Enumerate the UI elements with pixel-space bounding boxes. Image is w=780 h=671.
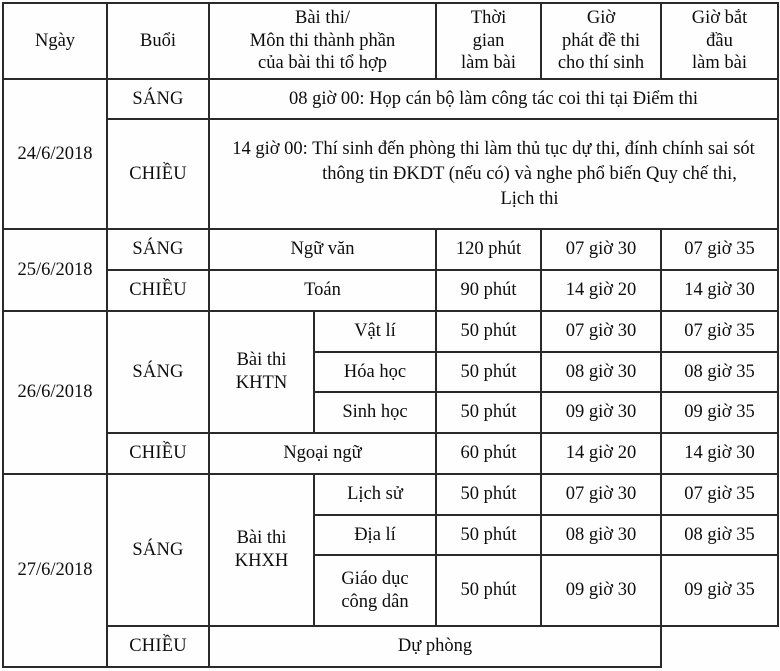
cell-subject: Toán (209, 270, 436, 311)
cell-exam-group (209, 311, 314, 433)
table-row (3, 270, 778, 311)
exam-group-line-1: Bài thi (236, 527, 287, 548)
cell-session: SÁNG (107, 79, 209, 120)
cell-subject (314, 515, 436, 556)
cell-session: CHIỀU (107, 270, 209, 311)
cell-duration: 120 phút (436, 229, 541, 270)
subject-line-1: Lịch sử (347, 483, 403, 504)
table-header (3, 3, 778, 79)
subject-line-1: Sinh học (342, 402, 408, 423)
cell-handout-time: 09 giờ 30 (541, 555, 661, 626)
header-handout-line-3: cho thí sinh (557, 53, 645, 74)
table-row (3, 474, 778, 515)
cell-start-time: 07 giờ 35 (661, 229, 778, 270)
subject-line-2: công dân (341, 591, 409, 612)
cell-duration: 50 phút (436, 474, 541, 515)
subject-line-1: Giáo dục (341, 569, 409, 590)
cell-start-time: 07 giờ 35 (661, 311, 778, 352)
exam-group-line-1: Bài thi (236, 349, 287, 370)
cell-session: SÁNG (107, 229, 209, 270)
column-header-start-time (661, 3, 778, 79)
cell-session: CHIỀU (107, 119, 209, 229)
cell-subject (314, 555, 436, 626)
cell-duration: 50 phút (436, 555, 541, 626)
table-row (3, 229, 778, 270)
cell-duration: 50 phút (436, 311, 541, 352)
note-line-2: thông tin ĐKDT (nếu có) và nghe phổ biến Quy chế thi, (322, 163, 737, 184)
cell-start-time: 14 giờ 30 (661, 270, 778, 311)
table-row (3, 119, 778, 229)
header-exam-line-2: Môn thi thành phần (249, 30, 396, 51)
header-start-line-2: đầu (706, 30, 733, 51)
table-row (3, 311, 778, 352)
subject-line-1: Hóa học (343, 361, 407, 382)
cell-handout-time: 08 giờ 30 (541, 352, 661, 393)
note-line-1: 14 giờ 00: Thí sinh đến phòng thi làm thủ tục dự thi, đính chính sai sót (232, 139, 755, 160)
header-start-line-1: Giờ bắt (691, 8, 748, 28)
column-header-exam (209, 3, 436, 79)
column-header-duration (436, 3, 541, 79)
cell-duration: 90 phút (436, 270, 541, 311)
cell-handout-time: 14 giờ 20 (541, 270, 661, 311)
cell-start-time: 08 giờ 35 (661, 515, 778, 556)
cell-subject: Ngữ văn (209, 229, 436, 270)
cell-note (209, 79, 778, 120)
table-row (3, 79, 778, 120)
note-line-3: Lịch thi (500, 188, 559, 209)
header-duration-line-3: làm bài (461, 53, 516, 74)
subject-line-1: Vật lí (354, 320, 396, 341)
cell-subject (314, 474, 436, 515)
header-session-label: Buổi (140, 30, 176, 51)
table-row (3, 433, 778, 474)
header-duration-line-2: gian (472, 30, 505, 51)
header-exam-line-1: Bài thi/ (295, 8, 350, 28)
cell-subject (314, 352, 436, 393)
cell-session: CHIỀU (107, 433, 209, 474)
exam-group-line-2: KHTN (235, 372, 288, 393)
column-header-handout-time (541, 3, 661, 79)
header-handout-line-1: Giờ (586, 8, 616, 28)
header-exam-line-3: của bài thi tổ hợp (258, 53, 387, 74)
cell-handout-time: 14 giờ 20 (541, 433, 661, 474)
cell-date: 25/6/2018 (3, 229, 107, 311)
cell-handout-time: 07 giờ 30 (541, 311, 661, 352)
cell-handout-time: 07 giờ 30 (541, 229, 661, 270)
cell-handout-time: 09 giờ 30 (541, 392, 661, 433)
cell-duration: 60 phút (436, 433, 541, 474)
cell-start-time: 09 giờ 35 (661, 392, 778, 433)
header-handout-line-2: phát đề thi (561, 30, 641, 51)
cell-duration: 50 phút (436, 352, 541, 393)
cell-subject (314, 311, 436, 352)
cell-duration: 50 phút (436, 515, 541, 556)
header-row (3, 3, 778, 79)
cell-session: CHIỀU (107, 626, 209, 667)
table-row (3, 626, 778, 667)
cell-start-time: 07 giờ 35 (661, 474, 778, 515)
cell-spare: Dự phòng (209, 626, 661, 667)
note-line-1: 08 giờ 00: Họp cán bộ làm công tác coi thi tại Điểm thi (289, 88, 698, 109)
cell-session: SÁNG (107, 474, 209, 626)
cell-date: 26/6/2018 (3, 311, 107, 474)
cell-handout-time: 08 giờ 30 (541, 515, 661, 556)
cell-note-paragraph (209, 119, 778, 229)
header-start-line-3: làm bài (692, 53, 747, 74)
exam-schedule-table (2, 2, 779, 668)
header-date-label: Ngày (34, 30, 76, 51)
header-duration-line-1: Thời (470, 8, 507, 28)
cell-subject: Ngoại ngữ (209, 433, 436, 474)
cell-start-time: 09 giờ 35 (661, 555, 778, 626)
cell-start-time: 08 giờ 35 (661, 352, 778, 393)
cell-duration: 50 phút (436, 392, 541, 433)
cell-exam-group (209, 474, 314, 626)
exam-group-line-2: KHXH (234, 550, 289, 571)
column-header-session (107, 3, 209, 79)
subject-line-1: Địa lí (354, 524, 396, 545)
cell-handout-time: 07 giờ 30 (541, 474, 661, 515)
column-header-date (3, 3, 107, 79)
cell-session: SÁNG (107, 311, 209, 433)
cell-start-time: 14 giờ 30 (661, 433, 778, 474)
cell-date: 24/6/2018 (3, 79, 107, 230)
cell-date: 27/6/2018 (3, 474, 107, 667)
cell-subject (314, 392, 436, 433)
table-body (3, 79, 778, 667)
